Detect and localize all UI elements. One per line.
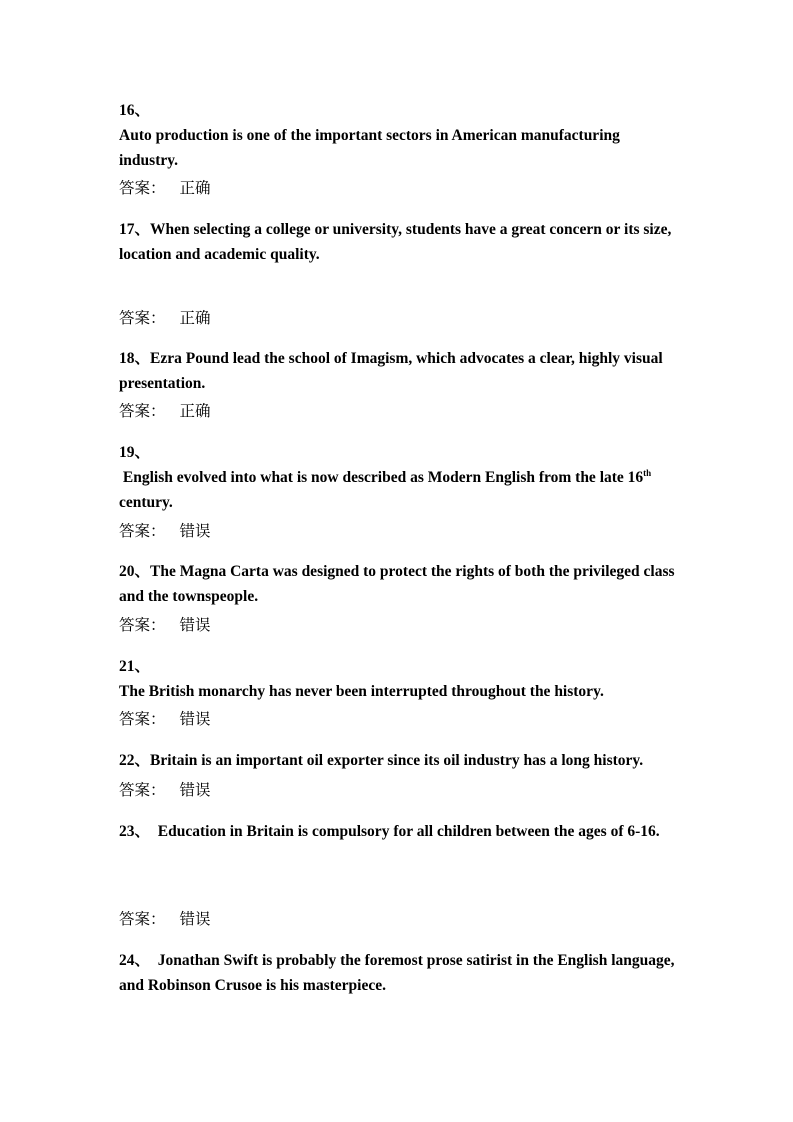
question-23 xyxy=(119,819,679,844)
question-20 xyxy=(119,559,679,609)
question-number: 20、 xyxy=(119,563,151,580)
question-24 xyxy=(119,948,679,998)
answer-label: 答案： xyxy=(119,522,166,540)
question-text-tail: century. xyxy=(119,494,173,511)
answer-22 xyxy=(119,779,211,801)
answer-19 xyxy=(119,520,211,542)
question-17 xyxy=(119,217,679,267)
question-number: 23、 xyxy=(119,823,151,840)
question-21 xyxy=(119,654,679,704)
answer-label: 答案： xyxy=(119,910,166,928)
answer-value: 正确 xyxy=(179,179,211,197)
question-number: 18、 xyxy=(119,350,151,367)
answer-21 xyxy=(119,708,211,730)
question-text: When selecting a college or university, students have a great concern or its size, location and academic quality. xyxy=(119,221,672,263)
question-22 xyxy=(119,748,679,773)
answer-value: 正确 xyxy=(179,402,211,420)
answer-value: 错误 xyxy=(179,710,211,728)
answer-label: 答案： xyxy=(119,781,166,799)
answer-value: 正确 xyxy=(179,309,211,327)
answer-label: 答案： xyxy=(119,710,166,728)
question-16 xyxy=(119,98,679,173)
question-text: English evolved into what is now described as Modern English from the late 16 xyxy=(122,469,644,486)
question-text: Jonathan Swift is probably the foremost prose satirist in the English language, and Robinson Crusoe is his masterpiece. xyxy=(119,952,675,994)
answer-18 xyxy=(119,400,211,422)
question-number: 22、 xyxy=(119,752,151,769)
question-text: The Magna Carta was designed to protect the rights of both the privileged class and the townspeople. xyxy=(119,563,675,605)
answer-label: 答案： xyxy=(119,616,166,634)
answer-label: 答案： xyxy=(119,179,166,197)
answer-value: 错误 xyxy=(179,910,211,928)
answer-label: 答案： xyxy=(119,402,166,420)
question-text: The British monarchy has never been interrupted throughout the history. xyxy=(119,683,604,700)
answer-value: 错误 xyxy=(179,616,211,634)
answer-value: 错误 xyxy=(179,522,211,540)
question-number: 17、 xyxy=(119,221,151,238)
question-number: 19、 xyxy=(119,444,151,461)
question-number: 16、 xyxy=(119,102,151,119)
question-text: Auto production is one of the important sectors in American manufacturing industry. xyxy=(119,127,620,169)
answer-17 xyxy=(119,307,211,329)
question-18 xyxy=(119,346,679,396)
question-number: 21、 xyxy=(119,658,151,675)
question-number: 24、 xyxy=(119,952,151,969)
answer-20 xyxy=(119,614,211,636)
question-19 xyxy=(119,440,679,515)
answer-value: 错误 xyxy=(179,781,211,799)
question-text: Britain is an important oil exporter since its oil industry has a long history. xyxy=(150,752,644,769)
answer-label: 答案： xyxy=(119,309,166,327)
superscript-th: th xyxy=(643,467,652,478)
question-text: Ezra Pound lead the school of Imagism, which advocates a clear, highly visual presentation. xyxy=(119,350,663,392)
answer-16 xyxy=(119,177,211,199)
answer-23 xyxy=(119,908,211,930)
question-text: Education in Britain is compulsory for all children between the ages of 6-16. xyxy=(157,823,660,840)
